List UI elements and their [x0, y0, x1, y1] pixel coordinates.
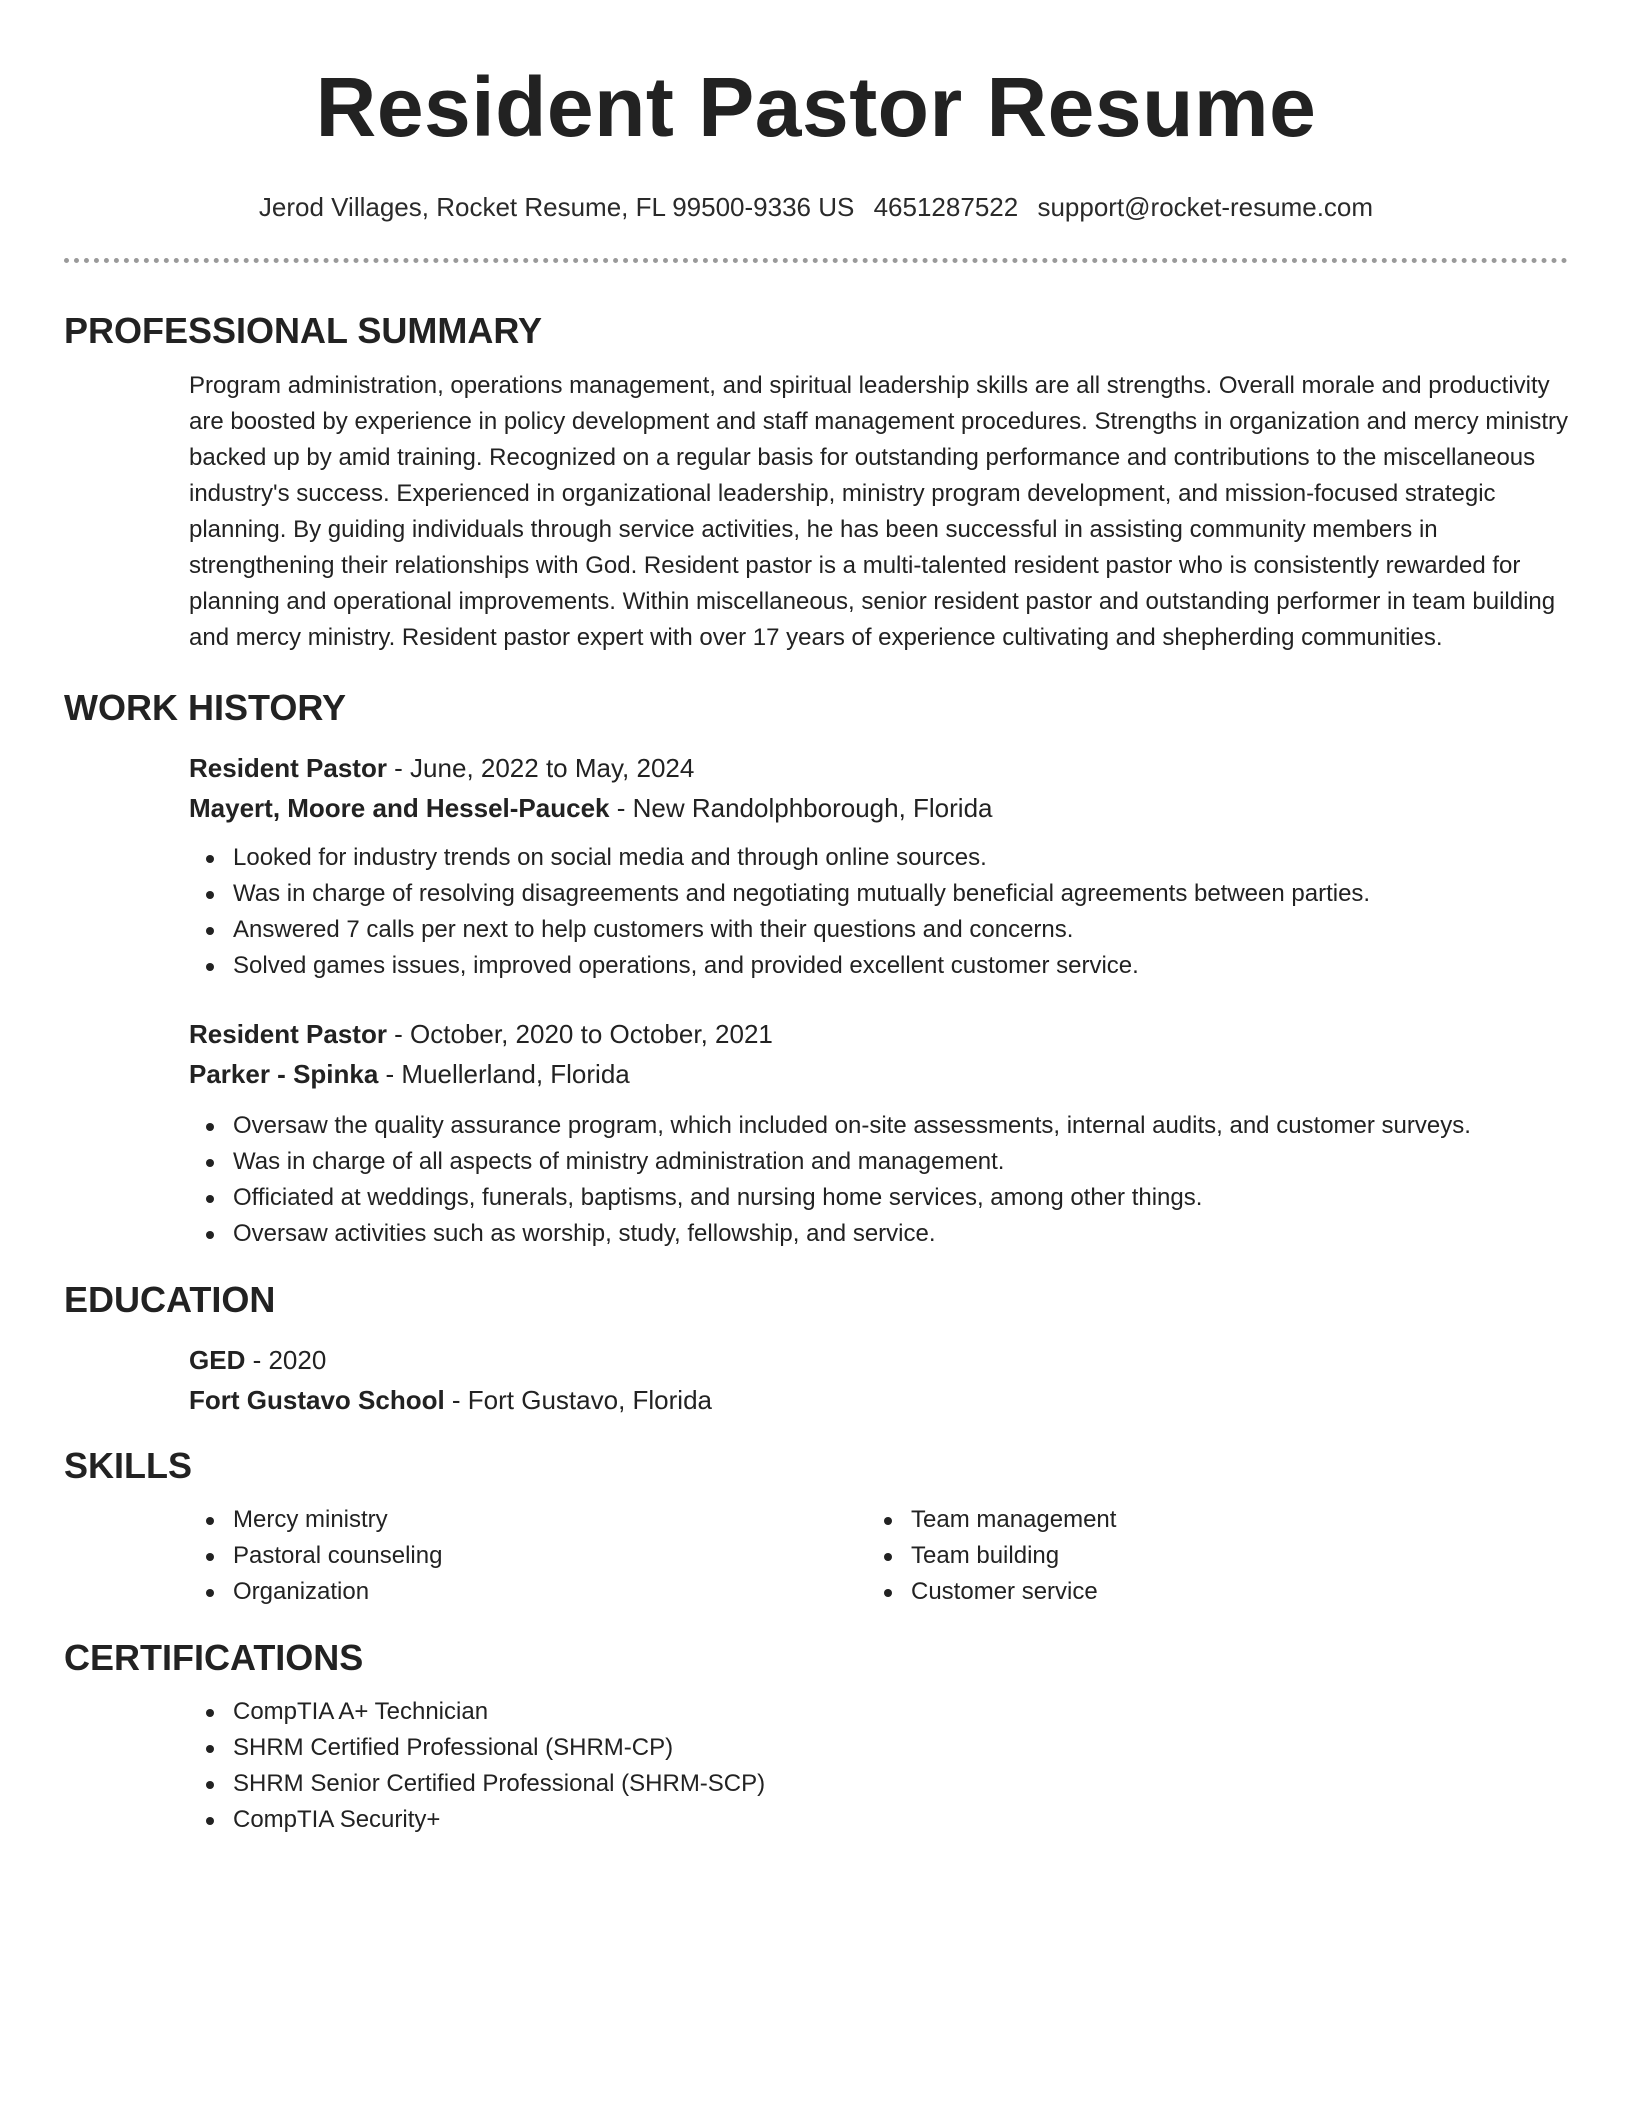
education-degree-line	[189, 1340, 1568, 1380]
list-item: Was in charge of all aspects of ministry administration and management.	[189, 1144, 1568, 1180]
certifications-section	[64, 1636, 1568, 1838]
contact-line	[64, 190, 1568, 224]
job-company: Mayert, Moore and Hessel-Paucek	[189, 793, 610, 823]
contact-address: Jerod Villages, Rocket Resume, FL 99500-9336 US	[258, 192, 855, 222]
list-item: CompTIA A+ Technician	[189, 1694, 1568, 1730]
summary-section	[64, 309, 1568, 656]
education-year: - 2020	[245, 1345, 327, 1375]
education-degree: GED	[189, 1345, 246, 1375]
work-heading: WORK HISTORY	[64, 687, 347, 728]
job-company-line	[189, 1054, 1568, 1094]
list-item: Solved games issues, improved operations, and provided excellent customer service.	[189, 948, 1568, 984]
job-title-line	[189, 748, 1568, 788]
job-bullets	[189, 840, 1568, 984]
list-item: Pastoral counseling	[189, 1538, 867, 1574]
job-location: - New Randolphborough, Florida	[609, 793, 993, 823]
skills-heading: SKILLS	[64, 1445, 193, 1486]
list-item: Team building	[867, 1538, 1545, 1574]
education-school: Fort Gustavo School	[189, 1385, 445, 1415]
resume-title: Resident Pastor Resume	[315, 60, 1317, 154]
list-item: Oversaw activities such as worship, study, fellowship, and service.	[189, 1216, 1568, 1252]
work-section	[64, 686, 1568, 1252]
job-bullets	[189, 1108, 1568, 1252]
list-item: Mercy ministry	[189, 1502, 867, 1538]
list-item: Organization	[189, 1574, 867, 1610]
list-item: Looked for industry trends on social media and through online sources.	[189, 840, 1568, 876]
job-company: Parker - Spinka	[189, 1059, 379, 1089]
skills-section	[64, 1444, 1568, 1610]
list-item: Was in charge of resolving disagreements and negotiating mutually beneficial agreements between parties.	[189, 876, 1568, 912]
contact-phone: 4651287522	[873, 192, 1019, 222]
job-title: Resident Pastor	[189, 753, 387, 783]
summary-text: Program administration, operations management, and spiritual leadership skills are all strengths. Overall morale and productivity are boosted by experience in policy development and staff management procedures. Strengths in organization and mercy ministry backed up by amid training. Recognized on a regular basis for outstanding performance and contributions to the miscellaneous industry's success. Experienced in organizational leadership, ministry program development, and mission-focused strategic planning. By guiding individuals through service activities, he has been successful in assisting community members in strengthening their relationships with God. Resident pastor is a multi-talented resident pastor who is consistently rewarded for planning and operational improvements. Within miscellaneous, senior resident pastor and outstanding performer in team building and mercy ministry. Resident pastor expert with over 17 years of experience cultivating and shepherding communities.	[189, 372, 1568, 651]
list-item: Customer service	[867, 1574, 1545, 1610]
skills-list-right	[867, 1502, 1545, 1610]
education-location: - Fort Gustavo, Florida	[444, 1385, 712, 1415]
job-dates: - October, 2020 to October, 2021	[386, 1019, 773, 1049]
job-location: - Muellerland, Florida	[378, 1059, 630, 1089]
list-item: Officiated at weddings, funerals, baptisms, and nursing home services, among other things.	[189, 1180, 1568, 1216]
education-heading: EDUCATION	[64, 1279, 276, 1320]
certifications-list	[189, 1694, 1568, 1838]
certifications-heading: CERTIFICATIONS	[64, 1637, 364, 1678]
education-section	[64, 1278, 1568, 1420]
list-item: Team management	[867, 1502, 1545, 1538]
header-divider	[64, 258, 1568, 263]
job-dates: - June, 2022 to May, 2024	[386, 753, 695, 783]
job-company-line	[189, 788, 1568, 828]
contact-email: support@rocket-resume.com	[1037, 192, 1374, 222]
job-title-line	[189, 1014, 1568, 1054]
skills-list-left	[189, 1502, 867, 1610]
summary-heading: PROFESSIONAL SUMMARY	[64, 310, 543, 351]
job-title: Resident Pastor	[189, 1019, 387, 1049]
list-item: SHRM Senior Certified Professional (SHRM-SCP)	[189, 1766, 1568, 1802]
job-entry	[64, 748, 1568, 984]
job-entry	[64, 1014, 1568, 1252]
list-item: CompTIA Security+	[189, 1802, 1568, 1838]
list-item: Oversaw the quality assurance program, which included on-site assessments, internal audits, and customer surveys.	[189, 1108, 1568, 1144]
list-item: SHRM Certified Professional (SHRM-CP)	[189, 1730, 1568, 1766]
education-school-line	[189, 1380, 1568, 1420]
list-item: Answered 7 calls per next to help customers with their questions and concerns.	[189, 912, 1568, 948]
